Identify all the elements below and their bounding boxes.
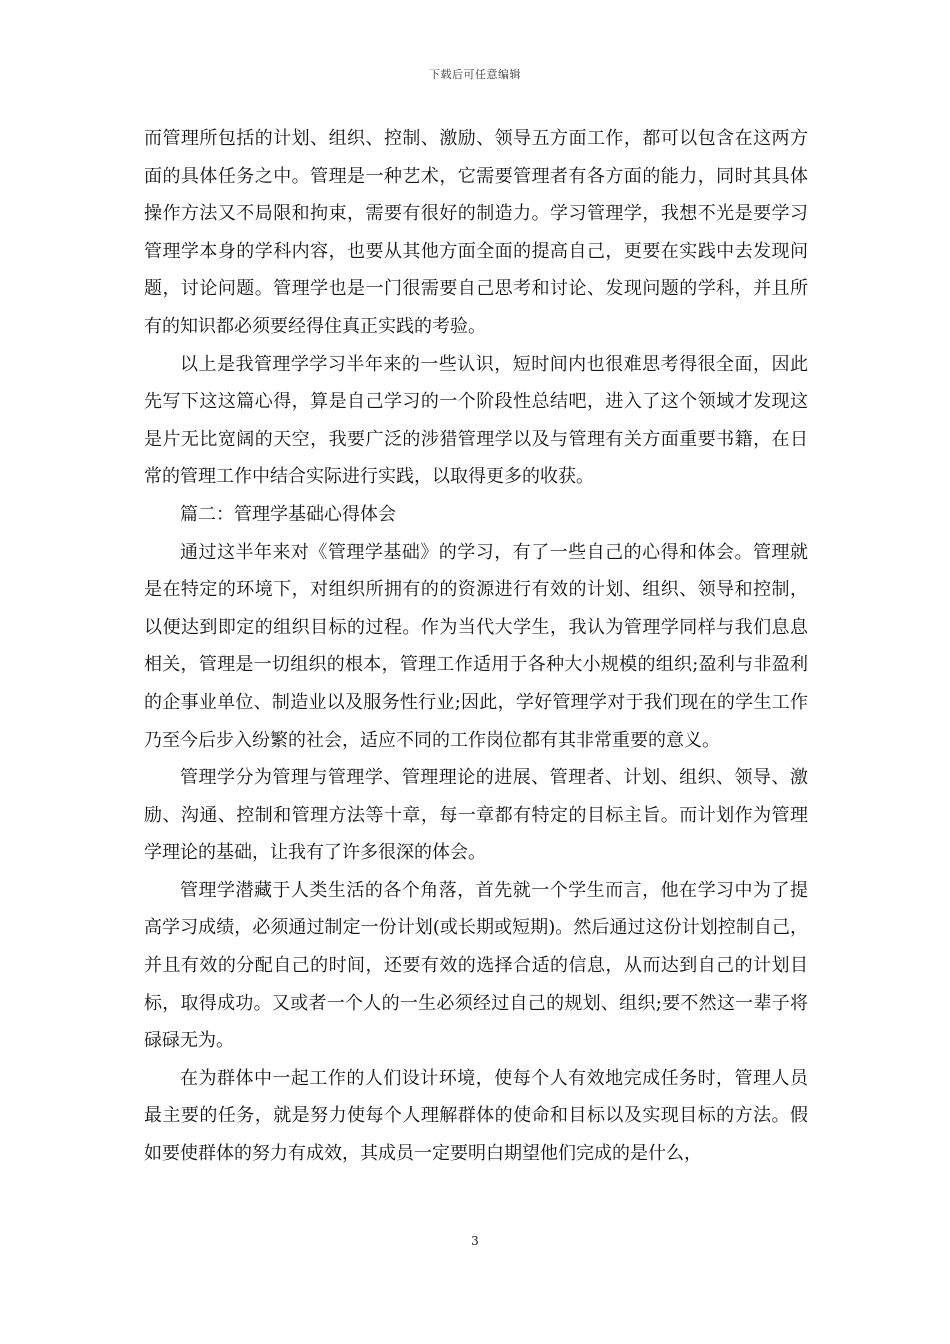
- document-body: [144, 120, 808, 1173]
- paragraph-student-example: 管理学潜藏于人类生活的各个角落，首先就一个学生而言，他在学习中为了提高学习成绩，必须通过制定一份计划(或长期或短期)。然后通过这份计划控制自己，并且有效的分配自己的时间，还要有效的选择合适的信息，从而达到自己的计划目标，取得成功。又或者一个人的一生必须经过自己的规划、组织;要不然这一辈子将碌碌无为。: [144, 879, 808, 1052]
- page-number: 3: [471, 1234, 479, 1248]
- page-header-note: 下载后可任意编辑: [429, 68, 521, 81]
- paragraph-intro: 通过这半年来对《管理学基础》的学习，有了一些自己的心得和体会。管理就是在特定的环境下，对组织所拥有的的资源进行有效的计划、组织、领导和控制，以便达到即定的组织目标的过程。作为当代大学生，我认为管理学同样与我们息息相关，管理是一切组织的根本，管理工作适用于各种大小规模的组织;盈利与非盈利的企事业单位、制造业以及服务性行业;因此，学好管理学对于我们现在的学生工作乃至今后步入纷繁的社会，适应不同的工作岗位都有其非常重要的意义。: [144, 541, 808, 751]
- section-heading: 篇二：管理学基础心得体会: [180, 503, 396, 525]
- paragraph-group-work: 在为群体中一起工作的人们设计环境，使每个人有效地完成任务时，管理人员最主要的任务，就是努力使每个人理解群体的使命和目标以及实现目标的方法。假如要使群体的努力有成效，其成员一定要明白期望他们完成的是什么，: [144, 1067, 808, 1165]
- paragraph-chapters: 管理学分为管理与管理学、管理理论的进展、管理者、计划、组织、领导、激励、沟通、控制和管理方法等十章，每一章都有特定的目标主旨。而计划作为管理学理论的基础，让我有了许多很深的体会。: [144, 767, 808, 864]
- paragraph-summary: 以上是我管理学学习半年来的一些认识，短时间内也很难思考得很全面，因此先写下这这篇心得，算是自己学习的一个阶段性总结吧，进入了这个领域才发现这是片无比宽阔的天空，我要广泛的涉猎管理学以及与管理有关方面重要书籍，在日常的管理工作中结合实际进行实践，以取得更多的收获。: [144, 353, 808, 488]
- paragraph-continuation: 而管理所包括的计划、组织、控制、激励、领导五方面工作，都可以包含在这两方面的具体任务之中。管理是一种艺术，它需要管理者有各方面的能力，同时其具体操作方法又不局限和拘束，需要有很好的制造力。学习管理学，我想不光是要学习管理学本身的学科内容，也要从其他方面全面的提高自己，更要在实践中去发现问题，讨论问题。管理学也是一门很需要自己思考和讨论、发现问题的学科，并且所有的知识都必须要经得住真正实践的考验。: [144, 128, 808, 337]
